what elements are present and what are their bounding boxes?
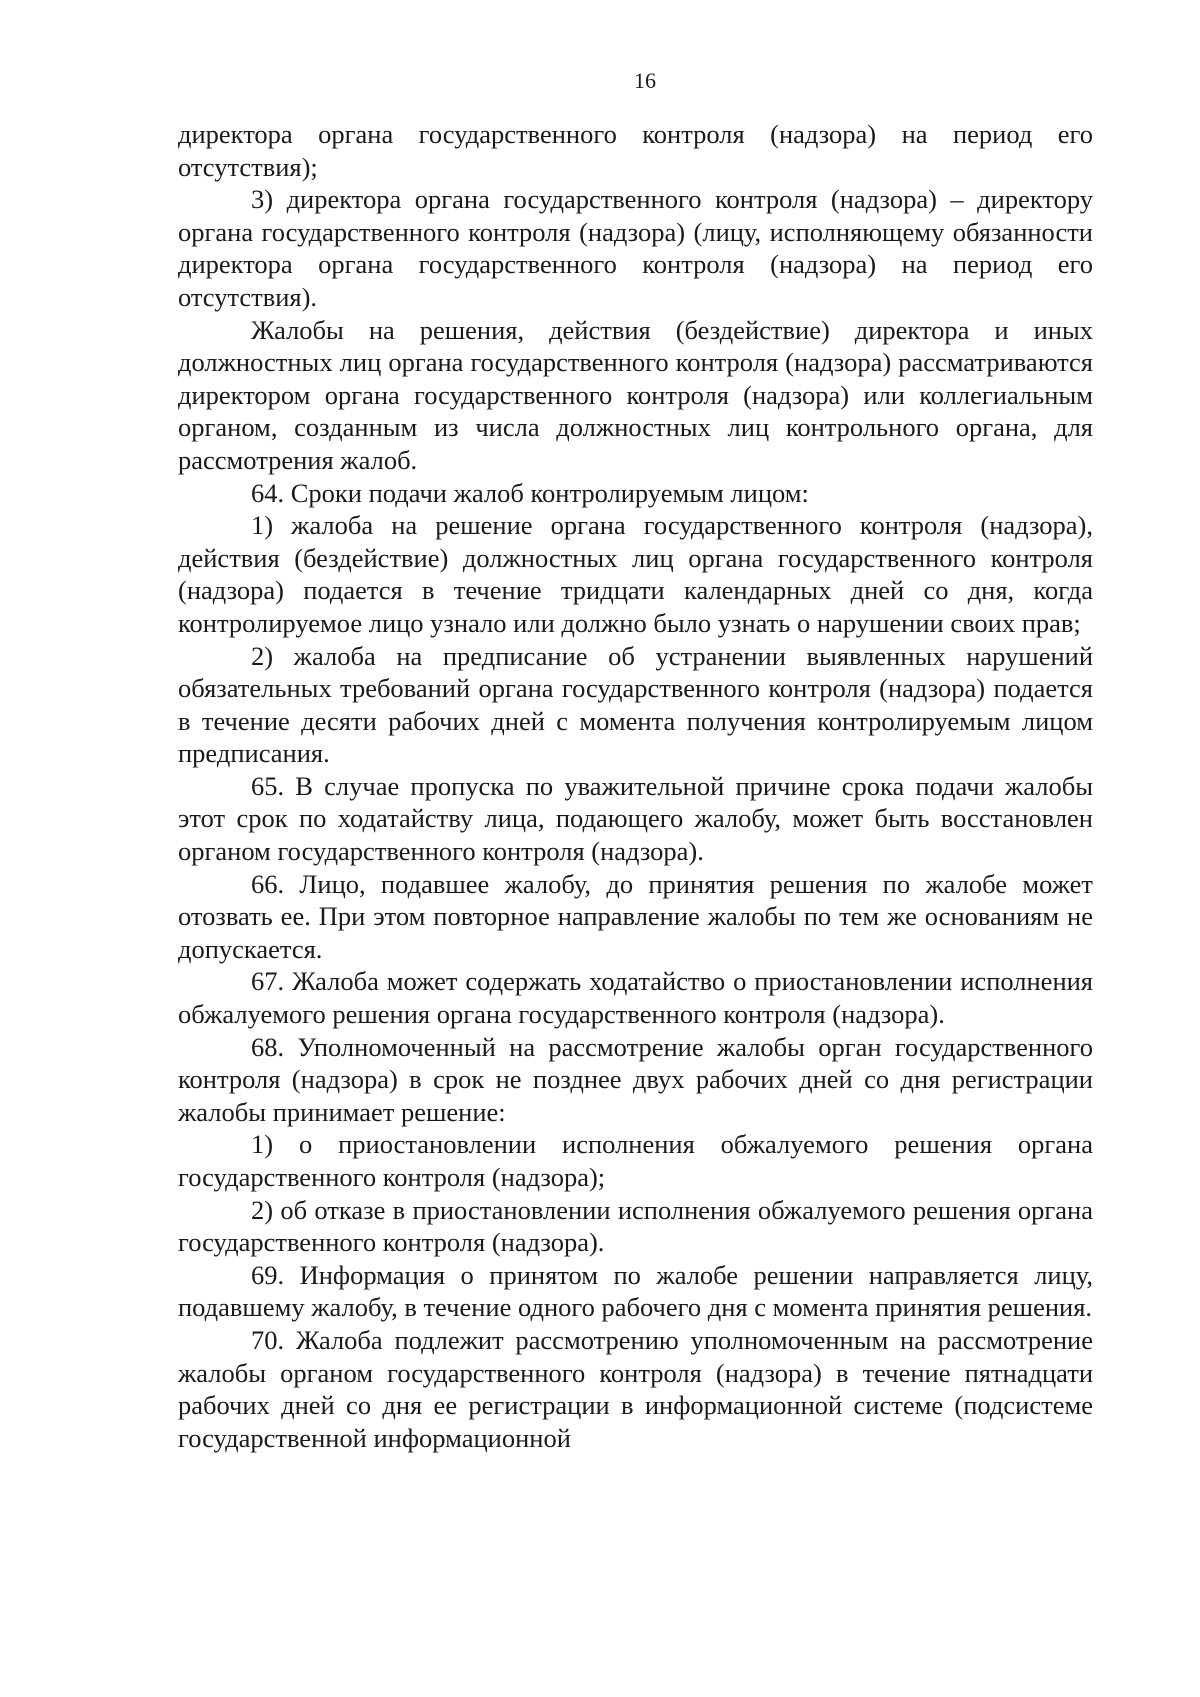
- paragraph: 67. Жалоба может содержать ходатайство о приостановлении исполнения обжалуемого решения органа государственного контроля (надзора).: [178, 966, 1093, 1030]
- paragraph: 69. Информация о принятом по жалобе решении направляется лицу, подавшему жалобу, в течение одного рабочего дня с момента принятия решения.: [178, 1259, 1093, 1323]
- paragraph: 64. Сроки подачи жалоб контролируемым лицом:: [251, 477, 809, 508]
- page-number: 16: [634, 68, 656, 93]
- paragraph: 2) жалоба на предписание об устранении выявленных нарушений обязательных требований органа государственного контроля (надзора) подается в течение десяти рабочих дней с момента получения контролируемым лицом предписания.: [178, 640, 1093, 769]
- paragraph: 66. Лицо, подавшее жалобу, до принятия решения по жалобе может отозвать ее. При этом повторное направление жалобы по тем же основаниям не допускается.: [178, 868, 1093, 964]
- paragraph: Жалобы на решения, действия (бездействие) директора и иных должностных лиц органа государственного контроля (надзора) рассматриваются директором органа государственного контроля (надзора) или коллегиальным органом, созданным из числа должностных лиц контрольного органа, для рассмотрения жалоб.: [178, 314, 1093, 475]
- paragraph: 2) об отказе в приостановлении исполнения обжалуемого решения органа государственного контроля (надзора).: [178, 1194, 1093, 1258]
- paragraph: 68. Уполномоченный на рассмотрение жалобы орган государственного контроля (надзора) в срок не позднее двух рабочих дней со дня регистрации жалобы принимает решение:: [178, 1031, 1093, 1127]
- document-body: [178, 118, 1093, 1454]
- paragraph: 3) директора органа государственного контроля (надзора) – директору органа государственного контроля (надзора) (лицу, исполняющему обязанности директора органа государственного контроля (надзора) на период его отсутствия).: [178, 184, 1093, 312]
- paragraph: 70. Жалоба подлежит рассмотрению уполномоченным на рассмотрение жалобы органом государственного контроля (надзора) в течение пятнадцати рабочих дней со дня ее регистрации в информационной системе (подсистеме государственной информационной: [178, 1324, 1093, 1453]
- paragraph: 65. В случае пропуска по уважительной причине срока подачи жалобы этот срок по ходатайству лица, подающего жалобу, может быть восстановлен органом государственного контроля (надзора).: [178, 770, 1093, 867]
- paragraph: 1) о приостановлении исполнения обжалуемого решения органа государственного контроля (надзора);: [178, 1129, 1093, 1192]
- paragraph: директора органа государственного контроля (надзора) на период его отсутствия);: [178, 119, 1093, 182]
- paragraph: 1) жалоба на решение органа государственного контроля (надзора), действия (бездействие) должностных лиц органа государственного контроля (надзора) подается в течение тридцати календарных дней со дня, когда контролируемое лицо узнало или должно было узнать о нарушении своих прав;: [178, 510, 1093, 638]
